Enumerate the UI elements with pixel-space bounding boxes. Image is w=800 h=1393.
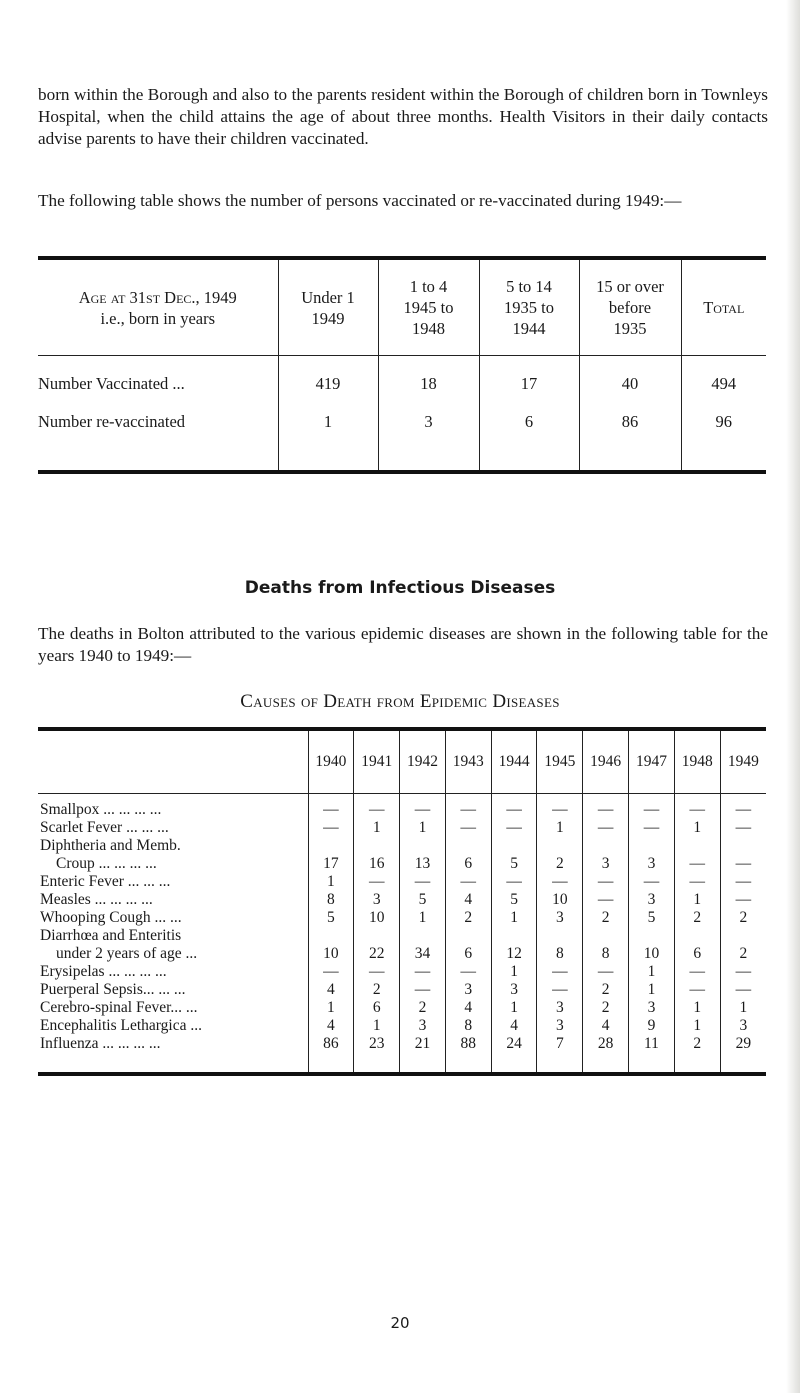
table-cell: — bbox=[720, 962, 766, 980]
table-row bbox=[38, 980, 766, 998]
total-header: Total bbox=[681, 258, 766, 356]
table-cell bbox=[720, 836, 766, 854]
table-row bbox=[38, 1016, 766, 1034]
disease-label: Cerebro-spinal Fever... ... bbox=[40, 999, 198, 1016]
table-cell: — bbox=[400, 980, 446, 998]
disease-label: Whooping Cough ... ... bbox=[40, 909, 182, 926]
row-label: Number re-vaccinated bbox=[38, 411, 186, 431]
table-cell: 4 bbox=[445, 890, 491, 908]
vaccination-header-row bbox=[38, 258, 766, 356]
vaccination-intro-paragraph: The following table shows the number of persons vaccinated or re-vaccinated during 1949:— bbox=[38, 191, 682, 210]
table-cell: — bbox=[583, 794, 629, 819]
table-cell: 1 bbox=[491, 962, 537, 980]
table-cell: 96 bbox=[681, 402, 766, 472]
table-cell: 3 bbox=[491, 980, 537, 998]
table-cell: 8 bbox=[537, 944, 583, 962]
table-cell: 5 bbox=[400, 890, 446, 908]
table-cell: 10 bbox=[629, 944, 675, 962]
disease-label: Measles ... ... ... ... bbox=[40, 891, 153, 908]
disease-label: Scarlet Fever ... ... ... bbox=[40, 819, 169, 836]
table-cell: 1 bbox=[674, 1016, 720, 1034]
table-cell: 13 bbox=[400, 854, 446, 872]
disease-label: Croup ... ... ... ... bbox=[56, 855, 157, 872]
table-cell: — bbox=[308, 962, 354, 980]
1-to-4-header: 1 to 4 1945 to 1948 bbox=[378, 258, 479, 356]
table-cell bbox=[583, 836, 629, 854]
table-cell bbox=[354, 836, 400, 854]
table-row bbox=[38, 944, 766, 962]
table-cell: 29 bbox=[720, 1034, 766, 1074]
table-cell: — bbox=[445, 872, 491, 890]
table-cell: 4 bbox=[445, 998, 491, 1016]
table-row bbox=[38, 998, 766, 1016]
table-cell: 17 bbox=[308, 854, 354, 872]
table-cell: — bbox=[354, 872, 400, 890]
table-cell: — bbox=[308, 794, 354, 819]
table-cell: — bbox=[674, 854, 720, 872]
table-cell: 494 bbox=[681, 356, 766, 403]
table-cell: 6 bbox=[674, 944, 720, 962]
table-cell: — bbox=[674, 962, 720, 980]
table-cell: 18 bbox=[378, 356, 479, 403]
table-row bbox=[38, 402, 766, 472]
table-cell: — bbox=[445, 962, 491, 980]
table-cell bbox=[674, 836, 720, 854]
table-cell: 1 bbox=[400, 818, 446, 836]
year-header: 1945 bbox=[537, 729, 583, 794]
table-cell bbox=[491, 836, 537, 854]
table-cell: 2 bbox=[720, 944, 766, 962]
5-to-14-header: 5 to 14 1935 to 1944 bbox=[479, 258, 579, 356]
page-edge-shadow bbox=[786, 0, 800, 1393]
table-cell bbox=[400, 836, 446, 854]
table-cell: — bbox=[583, 872, 629, 890]
table-row bbox=[38, 854, 766, 872]
table-cell: 6 bbox=[354, 998, 400, 1016]
table-cell: 3 bbox=[537, 908, 583, 926]
table-cell: — bbox=[629, 794, 675, 819]
table-cell: — bbox=[354, 794, 400, 819]
age-header-line2: i.e., born in years bbox=[100, 308, 216, 328]
vaccination-table bbox=[38, 256, 766, 474]
table-row bbox=[38, 836, 766, 854]
table-cell bbox=[720, 926, 766, 944]
table-cell: — bbox=[491, 818, 537, 836]
row-label: Number Vaccinated ... bbox=[38, 373, 185, 393]
section-heading: Deaths from Infectious Diseases bbox=[244, 578, 556, 598]
table-cell: — bbox=[537, 980, 583, 998]
table-cell: — bbox=[720, 794, 766, 819]
table-cell: 2 bbox=[674, 1034, 720, 1074]
table-cell: 40 bbox=[579, 356, 681, 403]
table-cell: — bbox=[308, 818, 354, 836]
table-cell: 2 bbox=[537, 854, 583, 872]
table-cell bbox=[537, 926, 583, 944]
table-cell: 4 bbox=[308, 980, 354, 998]
table-cell: 2 bbox=[583, 980, 629, 998]
table-cell: 2 bbox=[445, 908, 491, 926]
table-cell: — bbox=[720, 890, 766, 908]
table-cell: 16 bbox=[354, 854, 400, 872]
table-cell: 12 bbox=[491, 944, 537, 962]
table-cell: 34 bbox=[400, 944, 446, 962]
disease-label: Diphtheria and Memb. bbox=[40, 837, 181, 854]
table-cell: 2 bbox=[674, 908, 720, 926]
table-cell: 4 bbox=[583, 1016, 629, 1034]
table-cell: 3 bbox=[629, 998, 675, 1016]
table-cell: — bbox=[400, 794, 446, 819]
year-header: 1947 bbox=[629, 729, 675, 794]
table-cell: 1 bbox=[354, 818, 400, 836]
table-cell: 86 bbox=[308, 1034, 354, 1074]
table-cell bbox=[491, 926, 537, 944]
table-cell: 3 bbox=[400, 1016, 446, 1034]
table-row bbox=[38, 356, 766, 403]
table-cell: 88 bbox=[445, 1034, 491, 1074]
15-or-over-header: 15 or over before 1935 bbox=[579, 258, 681, 356]
table-cell bbox=[445, 926, 491, 944]
table-cell: — bbox=[720, 818, 766, 836]
table-cell: 28 bbox=[583, 1034, 629, 1074]
table-cell: 1 bbox=[537, 818, 583, 836]
table-cell: 1 bbox=[354, 1016, 400, 1034]
age-header bbox=[38, 258, 278, 356]
table-cell: 2 bbox=[354, 980, 400, 998]
table-cell: 4 bbox=[491, 1016, 537, 1034]
under-1-header: Under 1 1949 bbox=[278, 258, 378, 356]
table-cell: 1 bbox=[400, 908, 446, 926]
blank-header bbox=[38, 729, 308, 794]
table-cell: 10 bbox=[537, 890, 583, 908]
year-header: 1948 bbox=[674, 729, 720, 794]
table-cell: 86 bbox=[579, 402, 681, 472]
table-cell bbox=[308, 836, 354, 854]
table-cell bbox=[400, 926, 446, 944]
table-cell: 6 bbox=[445, 944, 491, 962]
intro-paragraph: born within the Borough and also to the parents resident within the Borough of children born in Townleys Hospital, when the child attains the age of about three months. Health Visitors in their daily contacts advise parents to have their children vaccinated. bbox=[38, 85, 768, 148]
table-cell: 2 bbox=[720, 908, 766, 926]
table-cell bbox=[537, 836, 583, 854]
table-cell: 24 bbox=[491, 1034, 537, 1074]
year-header: 1943 bbox=[445, 729, 491, 794]
table-cell: — bbox=[674, 872, 720, 890]
disease-label: Smallpox ... ... ... ... bbox=[40, 801, 162, 818]
table-cell: 10 bbox=[354, 908, 400, 926]
table-cell: 419 bbox=[278, 356, 378, 403]
table-cell: 3 bbox=[445, 980, 491, 998]
table-cell: 1 bbox=[629, 962, 675, 980]
table-cell bbox=[629, 836, 675, 854]
table-cell: 2 bbox=[400, 998, 446, 1016]
table-cell bbox=[674, 926, 720, 944]
table-cell: 5 bbox=[629, 908, 675, 926]
table-cell: — bbox=[629, 818, 675, 836]
table-cell: 3 bbox=[537, 1016, 583, 1034]
page-number: 20 bbox=[390, 1314, 410, 1332]
table-cell: 10 bbox=[308, 944, 354, 962]
table-row bbox=[38, 794, 766, 819]
epidemic-deaths-table bbox=[38, 727, 766, 1076]
table-cell: 1 bbox=[674, 998, 720, 1016]
table-cell: 6 bbox=[445, 854, 491, 872]
table-cell: 1 bbox=[720, 998, 766, 1016]
year-header-row bbox=[38, 729, 766, 794]
table-cell: 5 bbox=[491, 854, 537, 872]
table-row bbox=[38, 818, 766, 836]
table-cell: — bbox=[720, 854, 766, 872]
table-cell: 1 bbox=[278, 402, 378, 472]
table-cell: — bbox=[537, 962, 583, 980]
table-row bbox=[38, 890, 766, 908]
table-cell: — bbox=[537, 872, 583, 890]
table-cell bbox=[445, 836, 491, 854]
disease-label: Puerperal Sepsis... ... ... bbox=[40, 981, 186, 998]
table-cell: 3 bbox=[354, 890, 400, 908]
table-cell: 5 bbox=[308, 908, 354, 926]
table-cell: 8 bbox=[445, 1016, 491, 1034]
table-cell: — bbox=[583, 890, 629, 908]
table-cell: 8 bbox=[583, 944, 629, 962]
table-cell: 3 bbox=[629, 890, 675, 908]
year-header: 1942 bbox=[400, 729, 446, 794]
table-cell: 7 bbox=[537, 1034, 583, 1074]
table-cell: 21 bbox=[400, 1034, 446, 1074]
table-row bbox=[38, 1034, 766, 1074]
table-cell: 1 bbox=[308, 872, 354, 890]
table-cell bbox=[583, 926, 629, 944]
table-cell: 3 bbox=[629, 854, 675, 872]
table-cell bbox=[354, 926, 400, 944]
disease-label: Erysipelas ... ... ... ... bbox=[40, 963, 167, 980]
table-cell: 8 bbox=[308, 890, 354, 908]
table-cell: 17 bbox=[479, 356, 579, 403]
table-cell: 4 bbox=[308, 1016, 354, 1034]
deaths-intro-paragraph: The deaths in Bolton attributed to the various epidemic diseases are shown in the following table for the years 1940 to 1949:— bbox=[38, 624, 768, 665]
table-cell: — bbox=[629, 872, 675, 890]
table-cell: 23 bbox=[354, 1034, 400, 1074]
year-header: 1941 bbox=[354, 729, 400, 794]
table-cell bbox=[629, 926, 675, 944]
table-cell: — bbox=[537, 794, 583, 819]
table-cell: 1 bbox=[674, 890, 720, 908]
table-cell: — bbox=[720, 872, 766, 890]
table-cell: 3 bbox=[378, 402, 479, 472]
table-cell: — bbox=[674, 980, 720, 998]
year-header: 1946 bbox=[583, 729, 629, 794]
table-cell: 2 bbox=[583, 998, 629, 1016]
table-row bbox=[38, 908, 766, 926]
table-cell: — bbox=[583, 962, 629, 980]
table-cell: — bbox=[720, 980, 766, 998]
disease-label: Influenza ... ... ... ... bbox=[40, 1035, 161, 1052]
table-cell: 1 bbox=[308, 998, 354, 1016]
table-cell: 22 bbox=[354, 944, 400, 962]
table-cell: — bbox=[445, 818, 491, 836]
table-cell: 9 bbox=[629, 1016, 675, 1034]
table-cell: — bbox=[400, 962, 446, 980]
table-cell: 3 bbox=[720, 1016, 766, 1034]
table-row bbox=[38, 962, 766, 980]
disease-label: Diarrhœa and Enteritis bbox=[40, 927, 182, 944]
table-cell: — bbox=[491, 872, 537, 890]
table-cell: 1 bbox=[629, 980, 675, 998]
table-title: Causes of Death from Epidemic Diseases bbox=[240, 691, 560, 712]
table-row bbox=[38, 926, 766, 944]
table-cell: 1 bbox=[491, 908, 537, 926]
disease-label: under 2 years of age ... bbox=[56, 945, 198, 962]
year-header: 1940 bbox=[308, 729, 354, 794]
table-cell: 3 bbox=[583, 854, 629, 872]
table-cell: 6 bbox=[479, 402, 579, 472]
table-cell: 3 bbox=[537, 998, 583, 1016]
table-cell: — bbox=[491, 794, 537, 819]
table-cell: — bbox=[400, 872, 446, 890]
table-cell: 5 bbox=[491, 890, 537, 908]
table-cell: — bbox=[445, 794, 491, 819]
table-cell: 2 bbox=[583, 908, 629, 926]
table-cell: — bbox=[583, 818, 629, 836]
disease-label: Enteric Fever ... ... ... bbox=[40, 873, 171, 890]
year-header: 1949 bbox=[720, 729, 766, 794]
year-header: 1944 bbox=[491, 729, 537, 794]
table-cell bbox=[308, 926, 354, 944]
table-cell: 11 bbox=[629, 1034, 675, 1074]
disease-label: Encephalitis Lethargica ... bbox=[40, 1017, 202, 1034]
table-cell: 1 bbox=[674, 818, 720, 836]
table-cell: — bbox=[354, 962, 400, 980]
age-header-line1: Age at 31st Dec., 1949 bbox=[78, 287, 237, 307]
table-cell: — bbox=[674, 794, 720, 819]
table-cell: 1 bbox=[491, 998, 537, 1016]
table-row bbox=[38, 872, 766, 890]
